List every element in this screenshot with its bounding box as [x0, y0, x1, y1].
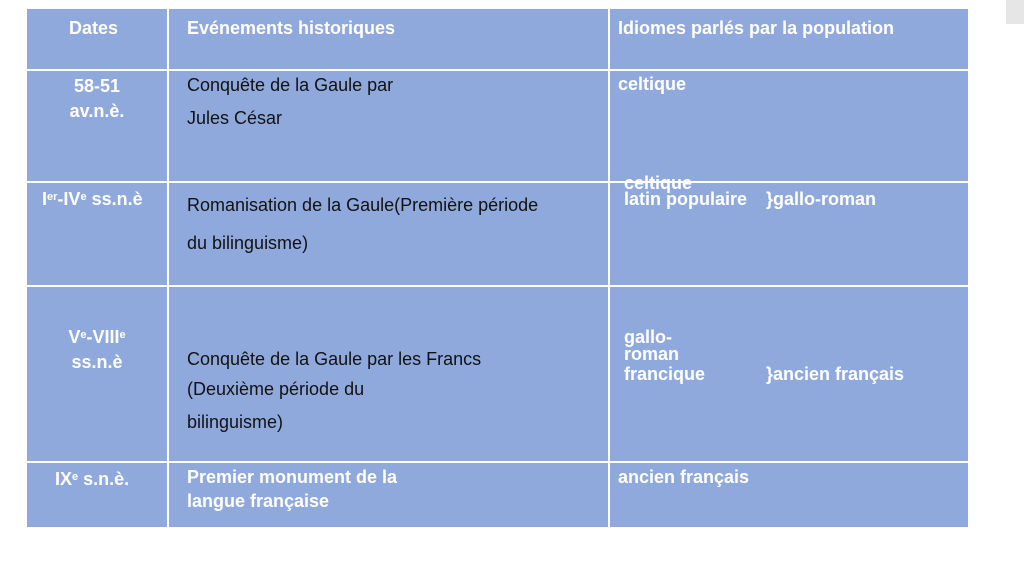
header-events-cell: [169, 9, 608, 69]
row2-event-line2: du bilinguisme): [187, 233, 309, 253]
row3-lang-line2: roman: [624, 344, 680, 364]
row3-lang-line3: francique: [624, 364, 706, 384]
row2-date-cell: [27, 183, 167, 285]
row3-event-cell: [169, 287, 608, 461]
row4-lang-cell: [610, 463, 968, 527]
row2-lang-cell: [610, 173, 968, 285]
row4-event-line1: Premier monument de la: [187, 467, 398, 487]
row4-date: IXe s.n.è.: [55, 469, 130, 489]
row2-date: Ier-IVe ss.n.è: [42, 189, 143, 209]
row4-lang: ancien français: [618, 467, 750, 487]
row4-date-cell: [27, 463, 167, 527]
row2-lang-line2: latin populaire: [624, 189, 748, 209]
row4-event-line2: langue française: [187, 491, 330, 511]
slide-edge: [1006, 0, 1024, 24]
row1-date-cell: [27, 71, 167, 181]
row3-date: Ve-VIIIe ss.n.è: [68, 327, 126, 372]
row3-date-cell: [27, 287, 167, 461]
row3-lang-line1: gallo-: [624, 327, 672, 347]
row4-event-cell: [169, 463, 608, 527]
row2-event-cell: [169, 183, 608, 285]
row3-event-line1: Conquête de la Gaule par les Francs: [187, 349, 482, 369]
row2-lang-result: }gallo-roman: [766, 189, 877, 209]
header-dates: Dates: [69, 18, 119, 38]
row1-event-cell: [169, 71, 608, 181]
history-table: [27, 9, 968, 527]
row1-lang: celtique: [618, 74, 687, 94]
header-languages-cell: [610, 9, 968, 69]
row1-date: 58-51 av.n.è.: [69, 76, 125, 121]
row2-lang-line1: celtique: [624, 173, 693, 193]
header-events: Evénements historiques: [187, 18, 396, 38]
row3-event-line2: (Deuxième période du: [187, 379, 365, 399]
row3-lang-result: }ancien français: [766, 364, 905, 384]
row1-event-line2: Jules César: [187, 108, 283, 128]
row2-event-line1: Romanisation de la Gaule(Première période: [187, 195, 539, 215]
header-dates-cell: [27, 9, 167, 69]
row1-event-line1: Conquête de la Gaule par: [187, 75, 394, 95]
row3-lang-cell: [610, 287, 968, 461]
header-languages: Idiomes parlés par la population: [618, 18, 895, 38]
row3-event-line3: bilinguisme): [187, 412, 284, 432]
row1-lang-cell: [610, 71, 968, 181]
